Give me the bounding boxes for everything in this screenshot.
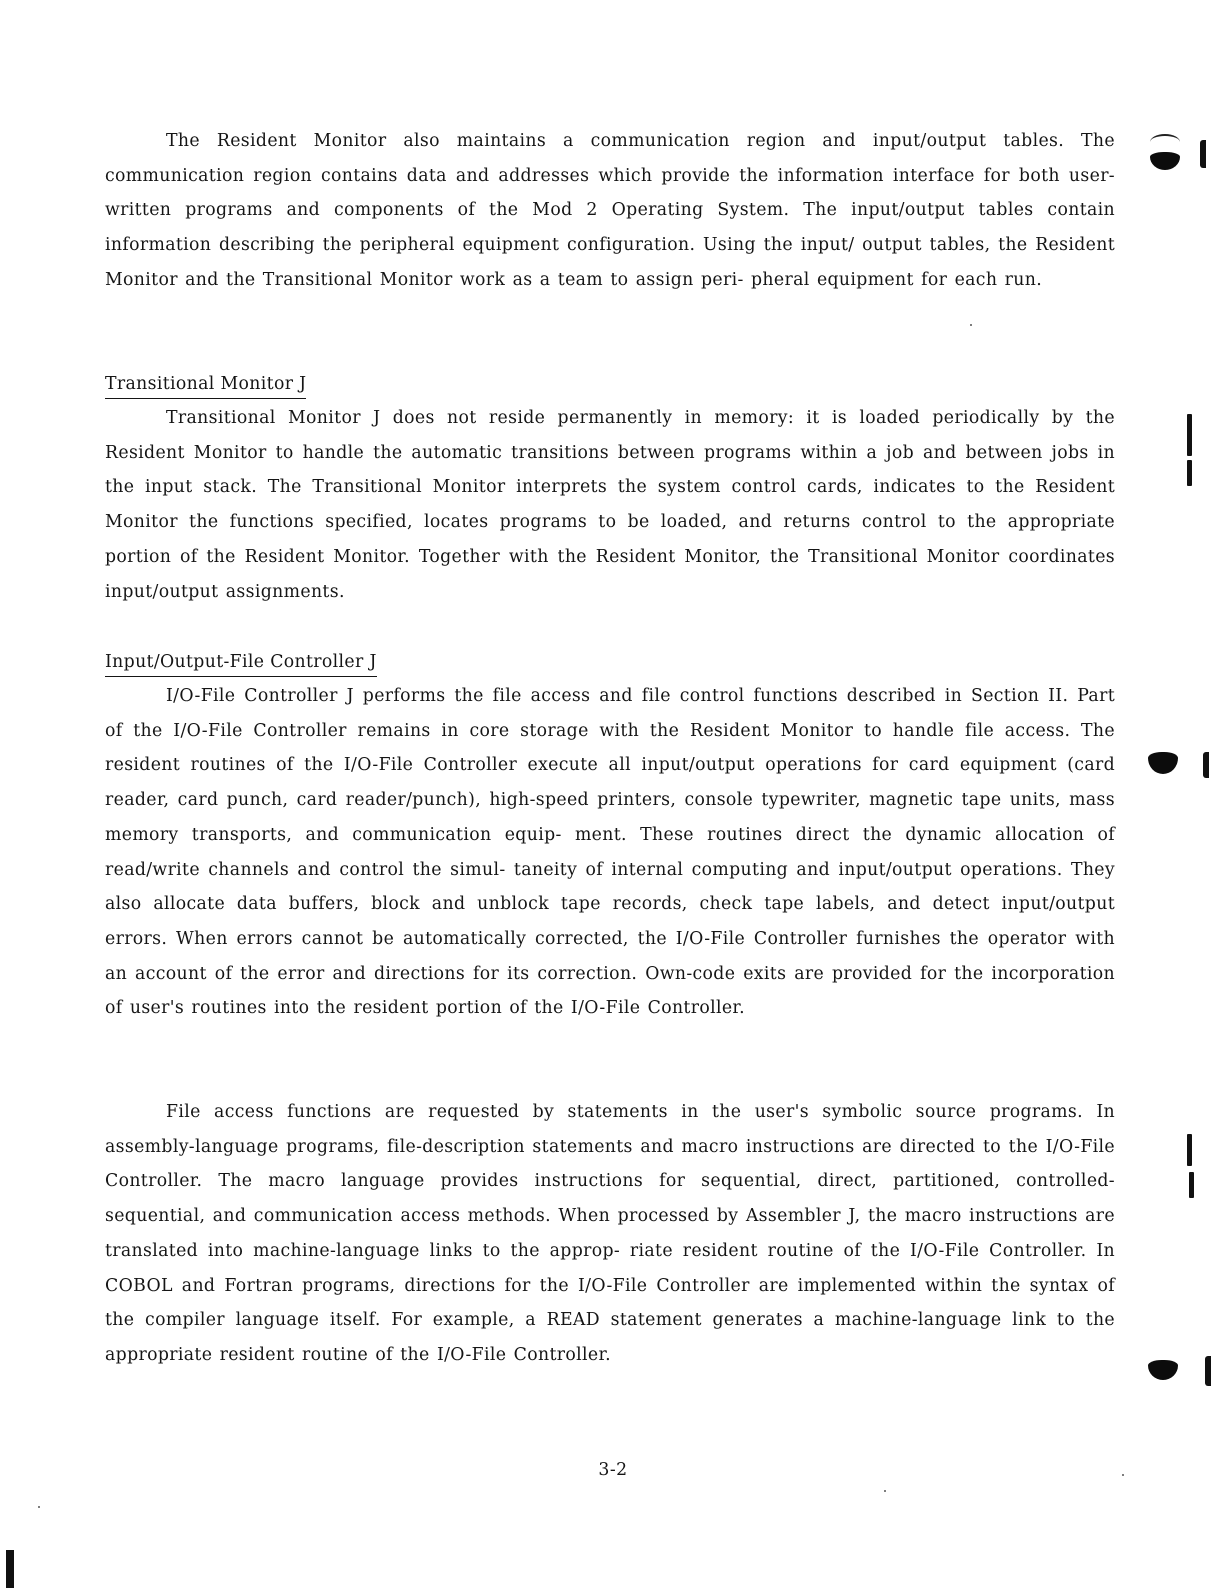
paragraph-resident-monitor-tables: The Resident Monitor also maintains a communication region and input/output tables. The communication region contains data and addresses which provide the information interface for both user-written programs and components of the Mod 2 Operating System. The input/output tables contain information describing the peripheral equipment configuration. Using the input/ output tables, the Resident Monitor and the Transitional Monitor work as a team to assign peri- pheral equipment for each run.: [105, 131, 1115, 290]
section-heading-transitional-monitor: Transitional Monitor J: [105, 372, 306, 399]
paragraph-io-file-controller: I/O-File Controller J performs the file access and file control functions described in Section II. Part of the I/O-File Controller remains in core storage with the Resident Monitor to handle file access. The resident routines of the I/O-File Controller execute all input/output operations for card equipment (card reader, card punch, card reader/punch), high-speed printers, console typewriter, magnetic tape units, mass memory transports, and communication equip- ment. These routines direct the dynamic allocation of read/write channels and control the simul- taneity of internal computing and input/output operations. They also allocate data buffers, block and unblock tape records, check tape labels, and detect input/output errors. When errors cannot be automatically corrected, the I/O-File Controller furnishes the operator with an account of the error and directions for its correction. Own-code exits are provided for the incorporation of user's routines into the resident portion of the I/O-File Controller.: [105, 686, 1115, 1019]
page-number: 3-2: [598, 1460, 628, 1480]
paragraph-file-access-functions: File access functions are requested by statements in the user's symbolic source programs. In assembly-language programs, file-description statements and macro instructions are directed to the I/O-File Controller. The macro language provides instructions for sequential, direct, partitioned, controlled-sequential, and communication access methods. When processed by Assembler J, the macro instructions are translated into machine-language links to the approp- riate resident routine of the I/O-File Controller. In COBOL and Fortran programs, directions for the I/O-File Controller are implemented within the syntax of the compiler language itself. For example, a READ statement generates a machine-language link to the appropriate resident routine of the I/O-File Controller.: [105, 1102, 1115, 1365]
paragraph-transitional-monitor: Transitional Monitor J does not reside permanently in memory: it is loaded periodically by the Resident Monitor to handle the automatic transitions between programs within a job and between jobs in the input stack. The Transitional Monitor interprets the system control cards, indicates to the Resident Monitor the functions specified, locates programs to be loaded, and returns control to the appropriate portion of the Resident Monitor. Together with the Resident Monitor, the Transitional Monitor coordinates input/output assignments.: [105, 408, 1115, 602]
section-heading-io-file-controller: Input/Output-File Controller J: [105, 650, 377, 677]
